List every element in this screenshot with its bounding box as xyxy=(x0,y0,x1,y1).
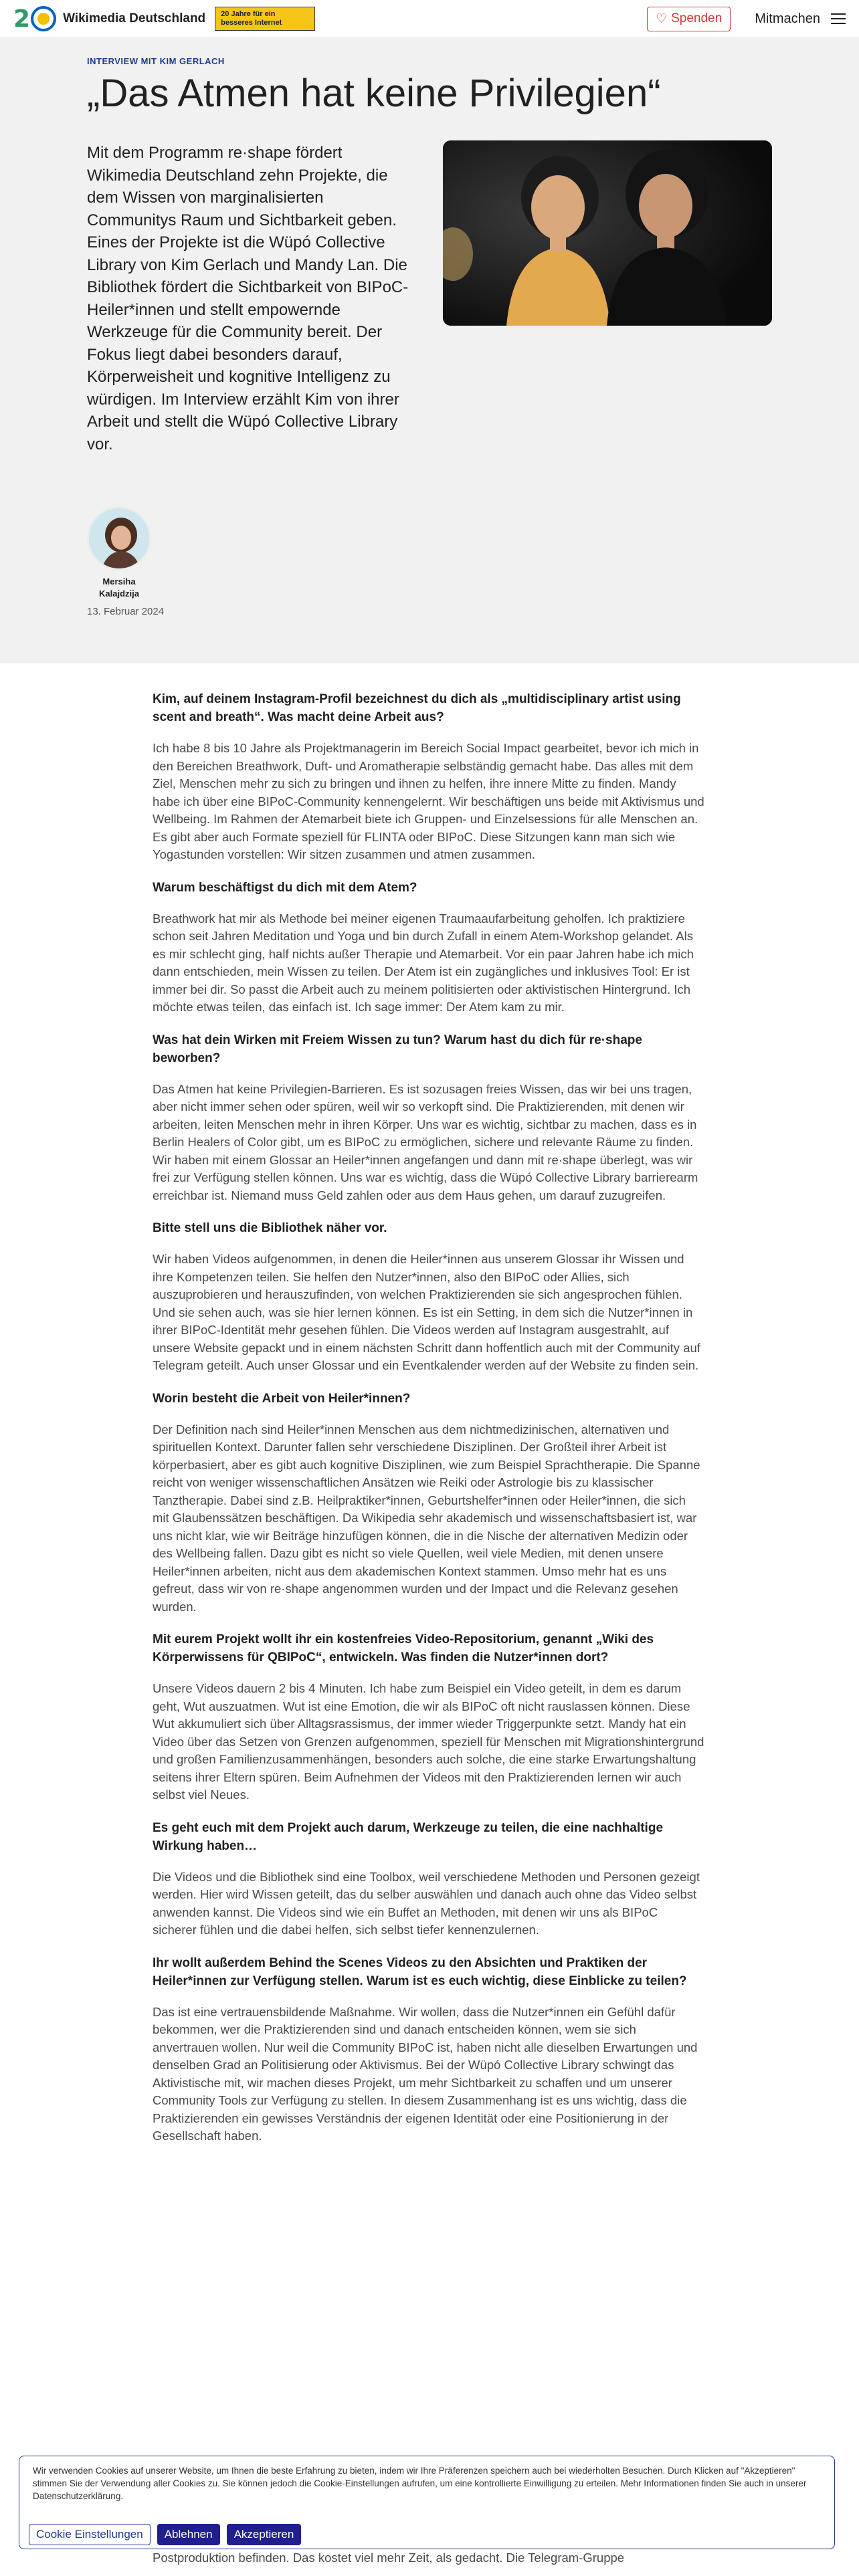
anniversary-badge: 20 Jahre für ein besseres Internet xyxy=(215,7,315,31)
heart-icon: ♡ xyxy=(656,11,668,26)
interview-answer: Die Videos und die Bibliothek sind eine Toolbox, weil verschiedene Methoden und Personen gezeigt werden. Hier wird Wissen geteilt, das du selber auswählen und danach auch ohne das Video selbst anwenden kannst. Die Videos sind wie ein Buffet an Methoden, mit denen wir uns als BIPoC sicherer fühlen und die dabei helfen, sich selbst tiefer kennenzulernen. xyxy=(153,1869,700,1937)
article-body xyxy=(153,690,705,2160)
article-tail-text: Postproduktion befinden. Das kostet viel mehr Zeit, als gedacht. Die Telegram-Gruppe xyxy=(153,2551,625,2565)
lead-paragraph: Mit dem Programm re·shape fördert Wikimedia Deutschland zehn Projekte, die dem Wissen von marginalisierten Communitys Raum und Sichtbarkeit geben. Eines der Projekte ist die Wüpó Collective Library von Kim Gerlach und Mandy Lan. Die Bibliothek fördert die Sichtbarkeit von BIPoC-Heiler*innen und stellt empowernde Werkzeuge für die Community bereit. Der Fokus liegt dabei besonders darauf, Körperweisheit und kognitive Intelligenz zu würdigen. Im Interview erzählt Kim von ihrer Arbeit und stellt die Wüpó Collective Library vor. xyxy=(87,144,409,453)
interview-answer: Ich habe 8 bis 10 Jahre als Projektmanagerin im Bereich Social Impact gearbeitet, bevor ich mich in den Bereichen Breathwork, Duft- und Aromatherapie selbständig gemacht habe. Das alles mit dem Ziel, Menschen mehr zu sich zu bringen und ihnen zu helfen, ihre innere Mitte zu finden. Mandy habe ich über eine BIPoC-Community kennengelernt. Wir beschäftigen uns beide mit Aktivismus und Wellbeing. Im Rahmen der Atemarbeit biete ich Gruppen- und Einzelsessions für alle Menschen an. Es gibt aber auch Formate speziell für FLINTA oder BIPoC. Diese Sitzungen kann man sich wie Yogastunden vorstellen: Wir sitzen zusammen und atmen zusammen. xyxy=(153,741,704,861)
interview-answer: Wir haben Videos aufgenommen, in denen die Heiler*innen aus unserem Glossar ihr Wissen und ihre Kompetenzen teilen. Sie helfen den Nutzer*innen, also den BIPoC oder Allies, sich auszuprobieren und herauszufinden, von welchen Praktizierenden sie sich angesprochen fühlen. Und sie sehen auch, was sie hier lernen können. Es ist ein Setting, in dem sich die Nutzer*innen in ihrer BIPoC-Identität mehr gesehen fühlen. Die Videos werden auf Instagram ausgestrahlt, auf unsere Website gepackt und in einem nächsten Schritt dann hoffentlich auch mit der Community auf Telegram geteilt. Auch unser Glossar und ein Eventkalender werden auf der Website zu finden sein. xyxy=(153,1252,700,1372)
anniversary-logo-icon: 2 xyxy=(13,5,56,33)
site-logo[interactable] xyxy=(13,5,205,33)
accept-button[interactable]: Akzeptieren xyxy=(227,2524,302,2545)
interview-question: Bitte stell uns die Bibliothek näher vor. xyxy=(153,1221,387,1235)
interview-answer: Unsere Videos dauern 2 bis 4 Minuten. Ich habe zum Beispiel ein Video geteilt, in dem es darum geht, Wut auszuatmen. Wut ist eine Emotion, die wir als BIPoC oft nicht rauslassen können. Diese Wut akkumuliert sich über Alltagsrassismus, der immer wieder Triggerpunkte setzt. Mandy hat ein Video über das Setzen von Grenzen aufgenommen, speziell für Menschen mit Migrationshintergrund und großen Familienzusammenhängen, besonders auch solche, die eine starke Erwartungshaltung seitens ihrer Eltern spüren. Beim Aufnehmen der Videos mit den Praktizierenden lernen wir auch selbst viel Neues. xyxy=(153,1681,704,1802)
interview-question: Kim, auf deinem Instagram-Profil bezeichnest du dich als „multidisciplinary artist using scent and breath“. Was macht deine Arbeit aus? xyxy=(153,692,681,724)
cookie-banner xyxy=(19,2456,835,2549)
interview-question: Es geht euch mit dem Projekt auch darum, Werkzeuge zu teilen, die eine nachhaltige Wirkung haben… xyxy=(153,1820,664,1853)
reject-button[interactable]: Ablehnen xyxy=(157,2524,220,2545)
donate-button-label: Spenden xyxy=(671,11,723,25)
interview-answer: Der Definition nach sind Heiler*innen Menschen aus dem nichtmedizinischen, alternativen und spirituellen Kontext. Darunter fallen sehr verschiedene Disziplinen. Der Großteil ihrer Arbeit ist körperbasiert, aber es gibt auch kognitive Disziplinen, wie zum Beispiel Sprachtherapie. Die Spanne reicht von weniger wissenschaftlichen Ansätzen wie Reiki oder Astrologie bis zu klassischer Tanztherapie. Dabei sind z.B. Heilpraktiker*innen, Geburtshelfer*innen oder Heiler*innen, die sich mit Glaubenssätzen beschäftigen. Da Wikipedia sehr akademisch und wissenschaftsbasiert ist, war uns nicht klar, wie wir Beiträge hinzufügen können, die in die Nische der alternativen Medizin oder des Wellbeing fallen. Dazu gibt es nicht so viele Quellen, weil viele Medien, mit denen unsere Heiler*innen arbeiten, nicht aus dem akademischen Kontext stammen. Umso mehr hat es uns gefreut, dass wir von re·shape angenommen wurden und der Impact und die Relevanz gesehen wurden. xyxy=(153,1422,700,1614)
interview-answer: Das Atmen hat keine Privilegien-Barrieren. Es ist sozusagen freies Wissen, das wir bei uns tragen, aber nicht immer sehen oder spüren, weil wir so verkopft sind. Die Praktizierenden, mit denen wir arbeiten, leiten Menschen mehr in ihren Körper. Uns war es wichtig, sichtbar zu machen, dass es in Berlin Healers of Color gibt, um es BIPoC zu ermöglichen, sichere und relevante Räume zu finden. Wir haben mit einem Glossar an Heiler*innen angefangen und dann mit re·shape überlegt, was wir frei zur Verfügung stellen können. Uns war es wichtig, dass die Wüpó Collective Library barrierearm erreichbar ist. Niemand muss Geld zahlen oder aus dem Haus gehen, um darauf zuzugreifen. xyxy=(153,1081,698,1202)
interview-question: Mit eurem Projekt wollt ihr ein kostenfreies Video-Repositorium, genannt „Wiki des Körperwissens für QBIPoC“, entwickeln. Was finden die Nutzer*innen dort? xyxy=(153,1632,654,1665)
interview-answer: Das ist eine vertrauensbildende Maßnahme. Wir wollen, dass die Nutzer*innen ein Gefühl dafür bekommen, wer die Praktizierenden sind und danach entscheiden können, wem sie sich anvertrauen wollen. Nur weil die Community BIPoC ist, haben nicht alle dieselben Erwartungen und denselben Grad an Politisierung oder Aktivismus. Bei der Wüpó Collective Library schwingt das Aktivistische mit, wir machen dieses Projekt, um mehr Sichtbarkeit zu schaffen und um unserer Community Tools zur Verfügung zu stellen. In diesem Zusammenhang ist es uns wichtig, dass die Praktizierenden ein gewisses Verständnis der eigenen Identität oder eine Positionierung in der Gesellschaft haben. xyxy=(153,2004,698,2143)
interview-question: Worin besteht die Arbeit von Heiler*innen? xyxy=(153,1391,411,1406)
interview-question: Warum beschäftigst du dich mit dem Atem? xyxy=(153,880,417,895)
hero-section xyxy=(0,0,859,663)
donate-button[interactable] xyxy=(647,7,731,31)
interview-answer: Breathwork hat mir als Methode bei meiner eigenen Traumaaufarbeitung geholfen. Ich praktiziere schon seit Jahren Meditation und Yoga und bin durch Zufall in einem Atem-Workshop gelandet. Als es mir schlecht ging, half nichts außer Therapie und Atemarbeit. Vor ein paar Jahren habe ich mich dann entschieden, mein Wissen zu teilen. Der Atem ist ein zugängliches und inklusives Tool: Er ist immer bei dir. So passt die Arbeit auch zu meinem politisierten oder aktivistischen Hintergrund. Ich möchte etwas teilen, das einfach ist. Ich sage immer: Der Atem kam zu mir. xyxy=(153,911,694,1014)
publish-date: 13. Februar 2024 xyxy=(87,606,165,617)
site-header xyxy=(0,0,859,37)
cookie-text: Wir verwenden Cookies auf unserer Website, um Ihnen die beste Erfahrung zu bieten, indem wir Ihre Präferenzen speichern auch bei wiederholten Besuchen. Durch Klicken auf "Akzeptieren" stimmen Sie der Verwendung aller Cookies zu. Sie können jedoch die Cookie-Einstellungen aufrufen, um eine kontrollierte Einwilligung zu erteilen. Mehr Informationen finden Sie auch in unserer Datenschutzerklärung. xyxy=(33,2466,807,2501)
article-kicker: INTERVIEW MIT KIM GERLACH xyxy=(87,56,225,66)
cookie-actions xyxy=(29,2524,301,2545)
page-title: „Das Atmen hat keine Privilegien“ xyxy=(87,72,661,115)
interview-question: Ihr wollt außerdem Behind the Scenes Videos zu den Absichten und Praktiken der Heiler*innen zur Verfügung stellen. Warum ist es euch wichtig, diese Einblicke zu teilen? xyxy=(153,1955,687,1988)
brand-name: Wikimedia Deutschland xyxy=(63,11,206,25)
author-name[interactable]: Mersiha Kalajdzija xyxy=(99,576,139,599)
participate-link[interactable]: Mitmachen xyxy=(755,11,820,26)
author-avatar[interactable] xyxy=(87,506,151,570)
interview-question: Was hat dein Wirken mit Freiem Wissen zu tun? Warum hast du dich für re·shape beworben? xyxy=(153,1033,642,1065)
hero-photo xyxy=(443,140,772,326)
menu-icon[interactable] xyxy=(831,13,846,24)
cookie-settings-button[interactable]: Cookie Einstellungen xyxy=(29,2524,151,2545)
